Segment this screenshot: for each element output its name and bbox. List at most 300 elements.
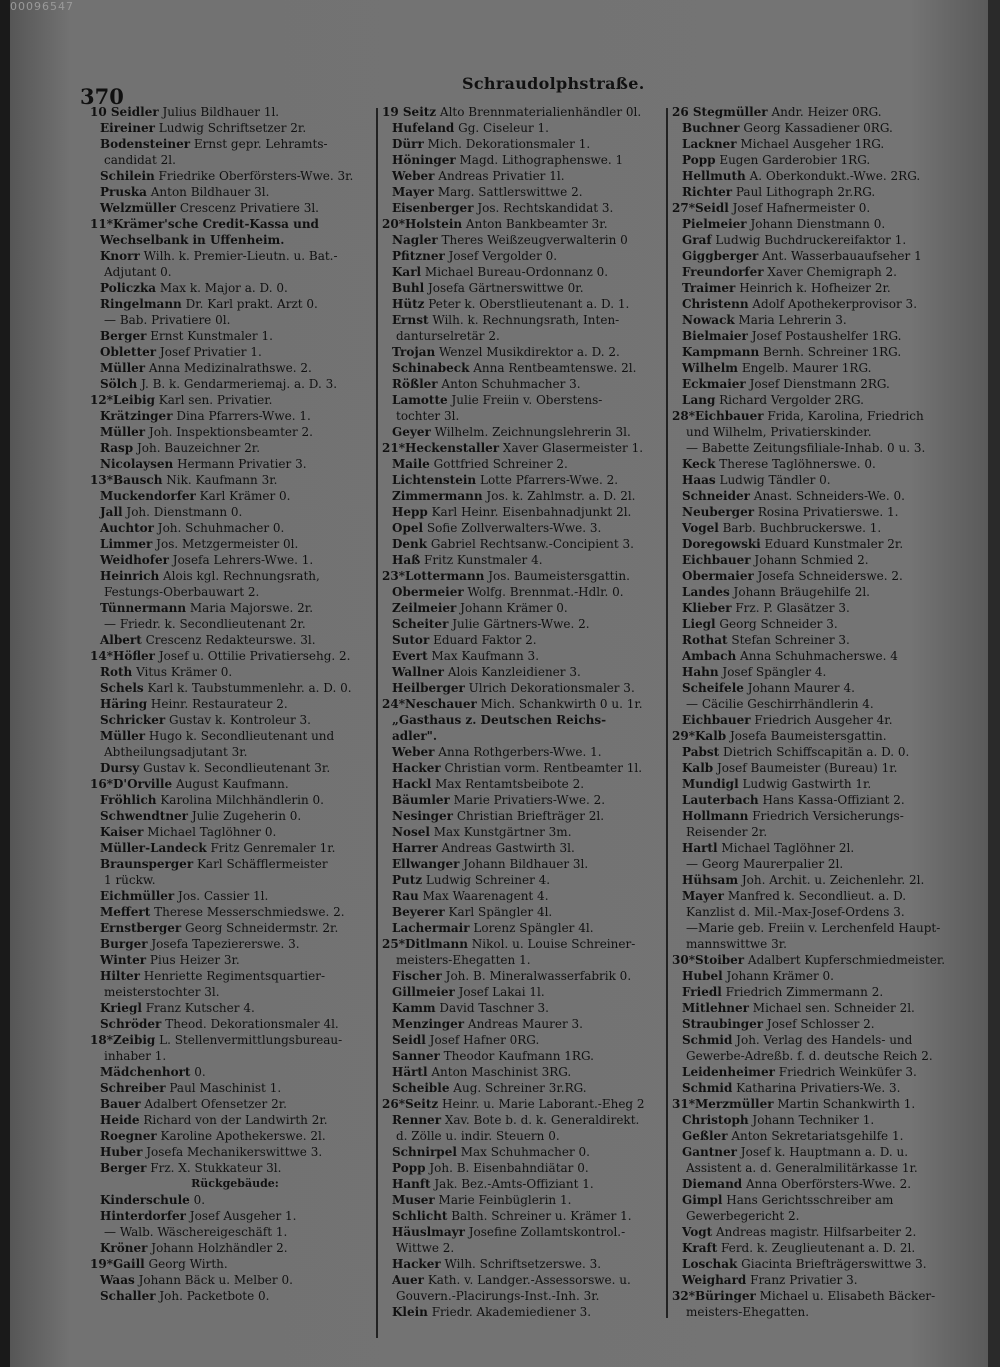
- entry-details: Manfred k. Secondlieut. a. D.: [724, 889, 907, 903]
- directory-entry: [382, 952, 664, 968]
- resident-name: Zeibig: [112, 1033, 156, 1047]
- directory-entry: [382, 568, 664, 584]
- directory-entry: [672, 360, 964, 376]
- entry-details: Festungs-Oberbauwart 2.: [104, 585, 260, 599]
- resident-name: Albert: [100, 633, 142, 647]
- directory-entry: [90, 872, 380, 888]
- house-number: 29*: [672, 729, 695, 743]
- directory-entry: [90, 1032, 380, 1048]
- entry-details: Eugen Garderobier 1RG.: [715, 153, 871, 167]
- resident-name: „Gasthaus z. Deutschen Reichs-: [392, 713, 607, 727]
- entry-details: Johann Bäck u. Melber 0.: [134, 1273, 293, 1287]
- directory-entry: [672, 504, 964, 520]
- directory-entry: [90, 1272, 380, 1288]
- entry-details: Michael sen. Schneider 2l.: [748, 1001, 915, 1015]
- directory-entry: [672, 1176, 964, 1192]
- directory-entry: [90, 360, 380, 376]
- entry-details: Anast. Schneiders-We. 0.: [749, 489, 905, 503]
- entry-details: Joh. Bauzeichner 2r.: [133, 441, 261, 455]
- directory-entry: [672, 328, 964, 344]
- resident-name: Eireiner: [100, 121, 155, 135]
- directory-entry: [90, 1224, 380, 1240]
- resident-name: Kinderschule: [100, 1193, 190, 1207]
- directory-entry: [382, 1128, 664, 1144]
- entry-details: Josef Hafnermeister 0.: [728, 201, 871, 215]
- house-number: 26: [672, 105, 693, 119]
- directory-entry: [382, 1112, 664, 1128]
- entry-details: d. Zölle u. indir. Steuern 0.: [396, 1129, 560, 1143]
- resident-name: Scheiter: [392, 617, 449, 631]
- entry-details: Anton Bankbeamter 3r.: [462, 217, 608, 231]
- house-number: 25*: [382, 937, 405, 951]
- directory-entry: [382, 216, 664, 232]
- resident-name: Hollmann: [682, 809, 749, 823]
- directory-entry: [382, 456, 664, 472]
- entry-details: L. Stellenvermittlungsbureau-: [155, 1033, 343, 1047]
- entry-details: Josefa Mechanikerswittwe 3.: [142, 1145, 323, 1159]
- directory-entry: [90, 1240, 380, 1256]
- entry-details: Josef Privatier 1.: [156, 345, 262, 359]
- directory-entry: [672, 200, 964, 216]
- entry-details: Johann Krämer 0.: [722, 969, 834, 983]
- entry-details: Friedrich Ausgeher 4r.: [750, 713, 893, 727]
- directory-entry: [672, 552, 964, 568]
- entry-details: Katharina Privatiers-We. 3.: [732, 1081, 901, 1095]
- directory-entry: [382, 1144, 664, 1160]
- resident-name: Karl: [392, 265, 422, 279]
- directory-entry: [382, 600, 664, 616]
- resident-name: Obermaier: [682, 569, 754, 583]
- resident-name: Kalb: [694, 729, 727, 743]
- resident-name: Friedl: [682, 985, 722, 999]
- directory-entry: [672, 1128, 964, 1144]
- resident-name: Hackl: [392, 777, 432, 791]
- entry-details: Gabriel Rechtsanw.-Concipient 3.: [427, 537, 634, 551]
- entry-details: Joh. Schuhmacher 0.: [153, 521, 285, 535]
- directory-entry: [672, 1064, 964, 1080]
- entry-details: — Georg Maurerpalier 2l.: [686, 857, 844, 871]
- directory-entry: [90, 120, 380, 136]
- entry-details: — Walb. Wäschereigeschäft 1.: [104, 1225, 288, 1239]
- resident-name: Eichbauer: [694, 409, 764, 423]
- directory-entry: [382, 488, 664, 504]
- directory-entry: [90, 600, 380, 616]
- entry-details: Hans Kassa-Offiziant 2.: [758, 793, 905, 807]
- resident-name: Beyerer: [392, 905, 445, 919]
- directory-entry: [672, 600, 964, 616]
- resident-name: Bausch: [112, 473, 163, 487]
- resident-name: D'Orville: [112, 777, 173, 791]
- directory-entry: [382, 312, 664, 328]
- directory-entry: [90, 728, 380, 744]
- entry-details: Wenzel Musikdirektor a. D. 2.: [435, 345, 620, 359]
- directory-entry: [90, 344, 380, 360]
- entry-details: Anton Bildhauer 3l.: [146, 185, 270, 199]
- directory-entry: [382, 504, 664, 520]
- entry-details: A. Oberkondukt.-Wwe. 2RG.: [745, 169, 921, 183]
- resident-name: Kalb: [682, 761, 714, 775]
- directory-entry: [90, 616, 380, 632]
- resident-name: Hühsam: [682, 873, 739, 887]
- directory-entry: [672, 776, 964, 792]
- entry-details: Alois Kanzleidiener 3.: [444, 665, 581, 679]
- entry-details: Gewerbe-Adreßb. f. d. deutsche Reich 2.: [686, 1049, 933, 1063]
- resident-name: Limmer: [100, 537, 153, 551]
- resident-name: Muckendorfer: [100, 489, 196, 503]
- resident-name: Harrer: [392, 841, 438, 855]
- resident-name: Obletter: [100, 345, 157, 359]
- directory-page: [10, 0, 988, 1367]
- directory-entry: [382, 1304, 664, 1320]
- resident-name: Kriegl: [100, 1001, 142, 1015]
- directory-entry: [90, 792, 380, 808]
- directory-entry: [382, 792, 664, 808]
- resident-name: Menzinger: [392, 1017, 465, 1031]
- resident-name: Krätzinger: [100, 409, 173, 423]
- entry-details: und Wilhelm, Privatierskinder.: [686, 425, 872, 439]
- resident-name: Buchner: [682, 121, 740, 135]
- entry-details: Marie Privatiers-Wwe. 2.: [449, 793, 606, 807]
- directory-entry: [672, 1208, 964, 1224]
- entry-details: Georg Schneidermstr. 2r.: [181, 921, 339, 935]
- entry-details: Jos. Baumeistersgattin.: [484, 569, 630, 583]
- entry-details: Gouvern.-Placirungs-Inst.-Inh. 3r.: [396, 1289, 600, 1303]
- directory-entry: [90, 232, 380, 248]
- entry-details: Josef Spängler 4.: [718, 665, 827, 679]
- entry-details: Hans Gerichtsschreiber am: [722, 1193, 894, 1207]
- entry-details: J. B. k. Gendarmeriemaj. a. D. 3.: [137, 377, 338, 391]
- resident-name: Nowack: [682, 313, 735, 327]
- entry-details: Julie Zugeherin 0.: [188, 809, 302, 823]
- resident-name: Putz: [392, 873, 423, 887]
- directory-entry: [90, 952, 380, 968]
- directory-entry: [382, 872, 664, 888]
- directory-entry: [672, 1080, 964, 1096]
- entry-details: Josefa Lehrers-Wwe. 1.: [168, 553, 314, 567]
- entry-details: Eduard Faktor 2.: [429, 633, 537, 647]
- resident-name: Traimer: [682, 281, 736, 295]
- entry-details: Engelb. Maurer 1RG.: [738, 361, 872, 375]
- directory-entry: [672, 888, 964, 904]
- entry-details: Wittwe 2.: [396, 1241, 455, 1255]
- entry-details: Max Rentamtsbeibote 2.: [431, 777, 585, 791]
- entry-details: candidat 2l.: [104, 153, 176, 167]
- resident-name: Diemand: [682, 1177, 743, 1191]
- entry-details: Ludwig Schriftsetzer 2r.: [154, 121, 307, 135]
- resident-name: Häuslmayr: [392, 1225, 465, 1239]
- resident-name: Eichmüller: [100, 889, 175, 903]
- directory-entry: [90, 296, 380, 312]
- directory-entry: [382, 1272, 664, 1288]
- resident-name: Lackner: [682, 137, 737, 151]
- entry-details: Sofie Zollverwalters-Wwe. 3.: [423, 521, 602, 535]
- directory-entry: [382, 552, 664, 568]
- directory-entry: [672, 712, 964, 728]
- resident-name: Ambach: [682, 649, 737, 663]
- resident-name: Hellmuth: [682, 169, 746, 183]
- house-number: 32*: [672, 1289, 695, 1303]
- entry-details: Max Waarenagent 4.: [418, 889, 549, 903]
- entry-details: Lorenz Spängler 4l.: [469, 921, 594, 935]
- entry-details: Josef k. Hauptmann a. D. u.: [736, 1145, 909, 1159]
- directory-entry: [672, 104, 964, 120]
- entry-details: Johann Holzhändler 2.: [147, 1241, 288, 1255]
- entry-details: Wilh. k. Premier-Lieutn. u. Bat.-: [139, 249, 338, 263]
- entry-details: Gewerbegericht 2.: [686, 1209, 800, 1223]
- directory-entry: [672, 1192, 964, 1208]
- directory-entry: [90, 680, 380, 696]
- resident-name: Nosel: [392, 825, 430, 839]
- entry-details: Karl Heinr. Eisenbahnadjunkt 2l.: [427, 505, 632, 519]
- entry-details: Gustav k. Kontroleur 3.: [165, 713, 311, 727]
- directory-entry: [90, 904, 380, 920]
- resident-name: Winter: [100, 953, 147, 967]
- resident-name: Hepp: [392, 505, 428, 519]
- resident-name: Merzmüller: [694, 1097, 774, 1111]
- directory-entry: [382, 360, 664, 376]
- entry-details: Jos. Metzgermeister 0l.: [152, 537, 299, 551]
- house-number: 24*: [382, 697, 405, 711]
- directory-entry: [90, 1144, 380, 1160]
- directory-entry: [382, 344, 664, 360]
- directory-entry: [90, 1016, 380, 1032]
- entry-details: Fritz Kunstmaler 4.: [420, 553, 543, 567]
- resident-name: Haas: [682, 473, 716, 487]
- entry-details: Julie Gärtners-Wwe. 2.: [448, 617, 590, 631]
- resident-name: Seidler: [110, 105, 159, 119]
- resident-name: Hanft: [392, 1177, 431, 1191]
- entry-details: Adolf Apothekerprovisor 3.: [748, 297, 918, 311]
- resident-name: Weighard: [682, 1273, 747, 1287]
- directory-entry: [90, 840, 380, 856]
- entry-details: Franz Kutscher 4.: [141, 1001, 255, 1015]
- entry-details: Heinrich k. Hofheizer 2r.: [735, 281, 891, 295]
- directory-entry: [90, 776, 380, 792]
- entry-details: Crescenz Privatiere 3l.: [176, 201, 319, 215]
- entry-details: Alto Brennmaterialienhändler 0l.: [436, 105, 642, 119]
- directory-entry: [90, 1128, 380, 1144]
- directory-entry: [90, 1192, 380, 1208]
- directory-entry: [672, 648, 964, 664]
- entry-details: Xav. Bote b. d. k. Generaldirekt.: [441, 1113, 640, 1127]
- entry-details: Josefa Tapeziererswe. 3.: [147, 937, 300, 951]
- resident-name: Kampmann: [682, 345, 760, 359]
- directory-entry: [382, 392, 664, 408]
- page-header: Schraudolphstraße.: [462, 74, 645, 93]
- resident-name: Gimpl: [682, 1193, 723, 1207]
- directory-entry: [90, 968, 380, 984]
- entry-details: Frida, Karolina, Friedrich: [763, 409, 924, 423]
- house-number: 18*: [90, 1033, 113, 1047]
- entry-details: Franz Privatier 3.: [746, 1273, 858, 1287]
- entry-details: Max k. Major a. D. 0.: [156, 281, 288, 295]
- directory-entry: [90, 184, 380, 200]
- directory-entry: [90, 888, 380, 904]
- resident-name: Kröner: [100, 1241, 148, 1255]
- directory-entry: [90, 472, 380, 488]
- directory-entry: [672, 1288, 964, 1304]
- resident-name: Schröder: [100, 1017, 162, 1031]
- resident-name: Burger: [100, 937, 148, 951]
- directory-entry: [672, 488, 964, 504]
- resident-name: Hinterdorfer: [100, 1209, 186, 1223]
- directory-entry: [90, 712, 380, 728]
- entry-details: Rosina Privatierswe. 1.: [754, 505, 899, 519]
- entry-details: Adalbert Ofensetzer 2r.: [140, 1097, 287, 1111]
- directory-entry: [382, 1208, 664, 1224]
- entry-details: — Cäcilie Geschirrhändlerin 4.: [686, 697, 874, 711]
- directory-entry: [672, 904, 964, 920]
- directory-entry: [382, 648, 664, 664]
- directory-entry: [672, 1240, 964, 1256]
- entry-details: Fritz Genremaler 1r.: [206, 841, 336, 855]
- entry-details: Dietrich Schiffscapitän a. D. 0.: [719, 745, 910, 759]
- directory-entry: [672, 696, 964, 712]
- entry-details: August Kaufmann.: [172, 777, 289, 791]
- resident-name: Eckmaier: [682, 377, 746, 391]
- resident-name: Müller: [100, 361, 146, 375]
- entry-details: Julie Freiin v. Oberstens-: [447, 393, 603, 407]
- resident-name: Gaill: [112, 1257, 145, 1271]
- entry-details: Mich. Schankwirth 0 u. 1r.: [476, 697, 643, 711]
- resident-name: Christenn: [682, 297, 749, 311]
- entry-details: Andreas Gastwirth 3l.: [437, 841, 575, 855]
- resident-name: Roegner: [100, 1129, 157, 1143]
- directory-entry: [382, 904, 664, 920]
- entry-details: Assistent a. d. Generalmilitärkasse 1r.: [686, 1161, 918, 1175]
- directory-entry: [90, 264, 380, 280]
- entry-details: Ulrich Dekorationsmaler 3.: [464, 681, 635, 695]
- column-left: [90, 104, 380, 1304]
- resident-name: Policzka: [100, 281, 157, 295]
- resident-name: Geyer: [392, 425, 431, 439]
- directory-entry: [672, 248, 964, 264]
- entry-details: Gustav k. Secondlieutenant 3r.: [139, 761, 331, 775]
- directory-entry: [382, 1016, 664, 1032]
- house-number: 30*: [672, 953, 695, 967]
- entry-details: Friedr. Akademiediener 3.: [427, 1305, 592, 1319]
- directory-entry: [382, 1288, 664, 1304]
- entry-details: meisters-Ehegatten 1.: [396, 953, 531, 967]
- resident-name: Hacker: [392, 1257, 441, 1271]
- entry-details: Josef Schlosser 2.: [763, 1017, 875, 1031]
- resident-name: Graf: [682, 233, 712, 247]
- directory-entry: [382, 376, 664, 392]
- entry-details: Richard von der Landwirth 2r.: [139, 1113, 328, 1127]
- directory-entry: [672, 280, 964, 296]
- directory-entry: [382, 696, 664, 712]
- directory-entry: [382, 584, 664, 600]
- resident-name: Popp: [682, 153, 716, 167]
- resident-name: Freundorfer: [682, 265, 764, 279]
- entry-details: Nik. Kaufmann 3r.: [162, 473, 278, 487]
- directory-entry: [90, 312, 380, 328]
- house-number: 26*: [382, 1097, 405, 1111]
- entry-details: Karoline Apothekerswe. 2l.: [156, 1129, 326, 1143]
- directory-entry: [90, 920, 380, 936]
- entry-details: Ludwig Schreiner 4.: [422, 873, 551, 887]
- entry-details: Karl Schäfflermeister: [193, 857, 328, 871]
- directory-entry: [90, 440, 380, 456]
- resident-name: Landes: [682, 585, 730, 599]
- resident-name: Mayer: [682, 889, 724, 903]
- directory-entry: [90, 1000, 380, 1016]
- entry-details: Christian vorm. Rentbeamter 1l.: [440, 761, 643, 775]
- column-right: [672, 104, 964, 1320]
- entry-details: Wilhelm. Zeichnungslehrerin 3l.: [430, 425, 631, 439]
- directory-entry: [90, 168, 380, 184]
- resident-name: Loschak: [682, 1257, 738, 1271]
- resident-name: Auchtor: [100, 521, 154, 535]
- directory-entry: [382, 264, 664, 280]
- resident-name: Seitz: [402, 105, 437, 119]
- resident-name: Eichbauer: [682, 713, 751, 727]
- resident-name: Krämer'sche Credit-Kassa und: [112, 217, 319, 231]
- entry-details: Wolfg. Brennmat.-Hdlr. 0.: [463, 585, 624, 599]
- resident-name: Dursy: [100, 761, 140, 775]
- entry-details: Xaver Chemigraph 2.: [763, 265, 897, 279]
- resident-name: Eichbauer: [682, 553, 751, 567]
- resident-name: Pielmeier: [682, 217, 747, 231]
- directory-entry: [382, 328, 664, 344]
- resident-name: Schnirpel: [392, 1145, 457, 1159]
- entry-details: Bernh. Schreiner 1RG.: [759, 345, 902, 359]
- resident-name: Wallner: [392, 665, 445, 679]
- resident-name: Stoiber: [694, 953, 745, 967]
- entry-details: Andreas magistr. Hilfsarbeiter 2.: [712, 1225, 917, 1239]
- directory-entry: [90, 1112, 380, 1128]
- resident-name: Rau: [392, 889, 419, 903]
- entry-details: Theodor Kaufmann 1RG.: [439, 1049, 594, 1063]
- resident-name: Stegmüller: [692, 105, 768, 119]
- directory-entry: [672, 792, 964, 808]
- directory-entry: [90, 1048, 380, 1064]
- entry-details: 0.: [190, 1065, 206, 1079]
- resident-name: Sanner: [392, 1049, 440, 1063]
- resident-name: Weber: [392, 169, 435, 183]
- entry-details: Magd. Lithographenswe. 1: [455, 153, 624, 167]
- resident-name: Holstein: [404, 217, 463, 231]
- entry-details: Josefa Gärtnerswittwe 0r.: [424, 281, 584, 295]
- resident-name: Büringer: [694, 1289, 756, 1303]
- entry-details: Ludwig Buchdruckereifaktor 1.: [711, 233, 907, 247]
- entry-details: Anna Oberförsters-Wwe. 2.: [742, 1177, 912, 1191]
- resident-name: Gantner: [682, 1145, 737, 1159]
- house-number: 27*: [672, 201, 695, 215]
- directory-entry: [382, 888, 664, 904]
- directory-entry: [90, 536, 380, 552]
- resident-name: Geßler: [682, 1129, 728, 1143]
- entry-details: Josef Hafner 0RG.: [425, 1033, 540, 1047]
- resident-name: Pabst: [682, 745, 720, 759]
- directory-entry: [672, 168, 964, 184]
- entry-details: Adalbert Kupferschmiedmeister.: [744, 953, 946, 967]
- entry-details: Christian Briefträger 2l.: [453, 809, 605, 823]
- directory-entry: [382, 776, 664, 792]
- entry-details: Theres Weißzeugverwalterin 0: [437, 233, 628, 247]
- house-number: 31*: [672, 1097, 695, 1111]
- directory-entry: [382, 168, 664, 184]
- directory-entry: [90, 1096, 380, 1112]
- resident-name: Weidhofer: [100, 553, 169, 567]
- resident-name: Ernst: [392, 313, 429, 327]
- directory-entry: [90, 152, 380, 168]
- directory-entry: [382, 280, 664, 296]
- entry-details: Michael Ausgeher 1RG.: [736, 137, 885, 151]
- resident-name: Seidl: [694, 201, 729, 215]
- directory-entry: [672, 920, 964, 936]
- directory-entry: [672, 680, 964, 696]
